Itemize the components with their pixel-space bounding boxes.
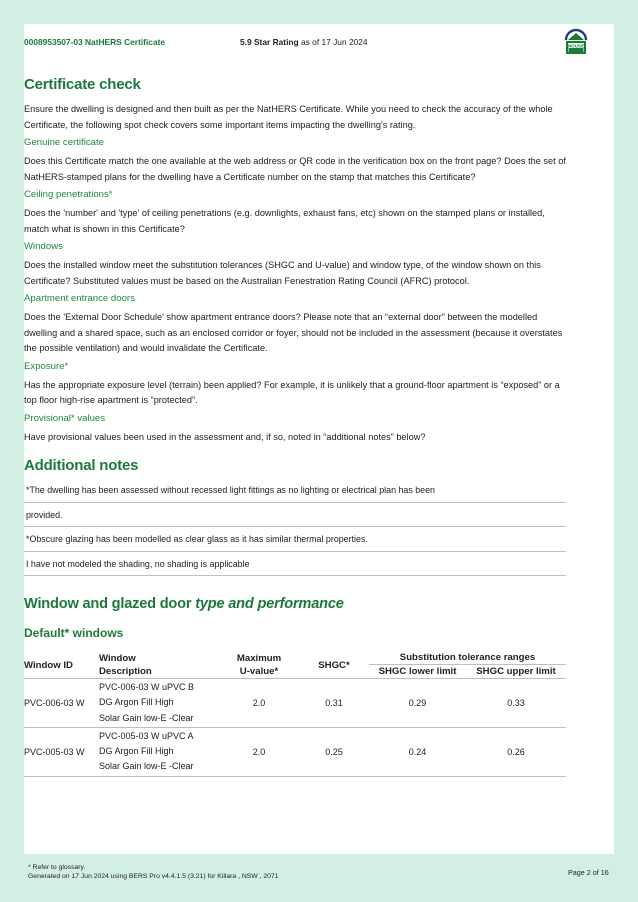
cell-u-value: 2.0 [252,746,266,757]
nathers-house-logo [562,26,590,56]
additional-notes-title: Additional notes [24,457,139,474]
col-max-u-value: Maximum U-value* [236,653,282,677]
window-title-italic: type and performance [195,596,344,612]
cell-window-description: PVC-006-03 W uPVC B DG Argon Fill High Solar Gain low-E -Clear [99,682,195,723]
cell-window-id: PVC-005-03 W [24,746,85,757]
col-shgc: SHGC* [318,659,350,671]
certificate-check-intro: Ensure the dwelling is designed and then built as per the NatHERS Certificate. While you need to check the accuracy of the whole Certificate, the following spot check covers some important items impacting the dwelling's rating. [24,104,553,130]
check-text-ceiling: Does the 'number' and 'type' of ceiling penetrations (e.g. downlights, exhaust fans, etc) shown on the stamped plans or installed, match what is shown in this Certificate? [24,208,545,234]
table-row [24,679,566,728]
page-top-band [0,0,638,24]
cell-shgc-lower: 0.29 [408,697,427,708]
table-row [24,727,566,776]
col-shgc-lower: SHGC lower limit [369,664,466,678]
footer-glossary: * Refer to glossary. [28,864,86,871]
window-table [24,650,566,777]
check-heading-ceiling: Ceiling penetrations* [24,189,113,200]
cell-window-id: PVC-006-03 W [24,697,85,708]
cell-shgc-upper: 0.33 [507,697,525,708]
check-text-apartment-doors: Does the 'External Door Schedule' show apartment entrance doors? Please note that an “external door” between the modelled dwelling and a shared space, such as an enclosed corridor or foyer, should not be included in the assessment (because it overstates the possible ventilation) and would invalidate the Certificate. [24,312,563,353]
cell-window-description: PVC-005-03 W uPVC A DG Argon Fill High Solar Gain low-E -Clear [99,730,194,772]
window-title-plain: Window and glazed door [24,596,196,612]
check-text-windows: Does the installed window meet the substitution tolerances (SHGC and U-value) and window type, of the window shown on this Certificate? Substituted values must be based on the Australian Fenestration Rating Council (AFRC) protocol. [24,260,541,286]
check-heading-provisional: Provisional* values [24,412,106,424]
default-windows-title: Default* windows [24,626,124,640]
check-heading-windows: Windows [24,241,63,252]
check-text-provisional: Have provisional values been used in the assessment and, if so, noted in “additional notes” below? [24,431,426,442]
check-heading-apartment-doors: Apartment entrance doors [24,293,135,304]
star-rating-value: 5.9 Star Rating [240,37,299,47]
note-row: *The dwelling has been assessed without recessed light fittings as no lighting or electrical plan has been [24,478,566,503]
certificate-check-title: Certificate check [24,76,141,93]
star-rating [240,37,368,47]
cell-shgc-lower: 0.24 [408,746,427,757]
additional-notes-list [24,478,566,576]
footer-generated: Generated on 17 Jun 2024 using BERS Pro v4.4.1.5 (3.21) for Killara , NSW , 2071 [28,872,279,880]
footer-notes [28,864,279,881]
cell-shgc: 0.25 [325,746,343,757]
check-heading-exposure: Exposure* [24,360,69,372]
cell-shgc: 0.31 [325,697,343,708]
cell-shgc-upper: 0.26 [507,746,525,757]
col-window-id: Window ID [24,659,73,671]
cell-u-value: 2.0 [252,697,266,708]
note-row: provided. [24,503,566,528]
check-text-exposure: Has the appropriate exposure level (terrain) been applied? For example, it is unlikely that a ground-floor apartment is “exposed” or a top floor high-rise apartment is “protected”. [24,379,560,405]
check-text-genuine: Does this Certificate match the one available at the web address or QR code in the verification box on the front page? Does the set of NatHERS-stamped plans for the dwelling have a Certificate number on the stamp that matches this Certificate? [24,156,566,182]
check-heading-genuine: Genuine certificate [24,137,104,148]
note-row: I have not modeled the shading, no shading is applicable [24,552,566,577]
window-section-title [24,596,566,612]
col-substitution-tolerance: Substitution tolerance ranges [399,652,536,664]
note-row: *Obscure glazing has been modelled as clear glass as it has similar thermal properties. [24,527,566,552]
star-rating-date: as of 17 Jun 2024 [298,37,368,47]
certificate-id: 0008953507-03 NatHERS Certificate [24,37,166,47]
logo-text: HOUSE [567,43,585,49]
col-window-description: Window Description [99,653,152,677]
page-number: Page 2 of 16 [568,868,609,877]
col-shgc-upper: SHGC upper limit [466,664,566,678]
page-content [24,76,566,777]
